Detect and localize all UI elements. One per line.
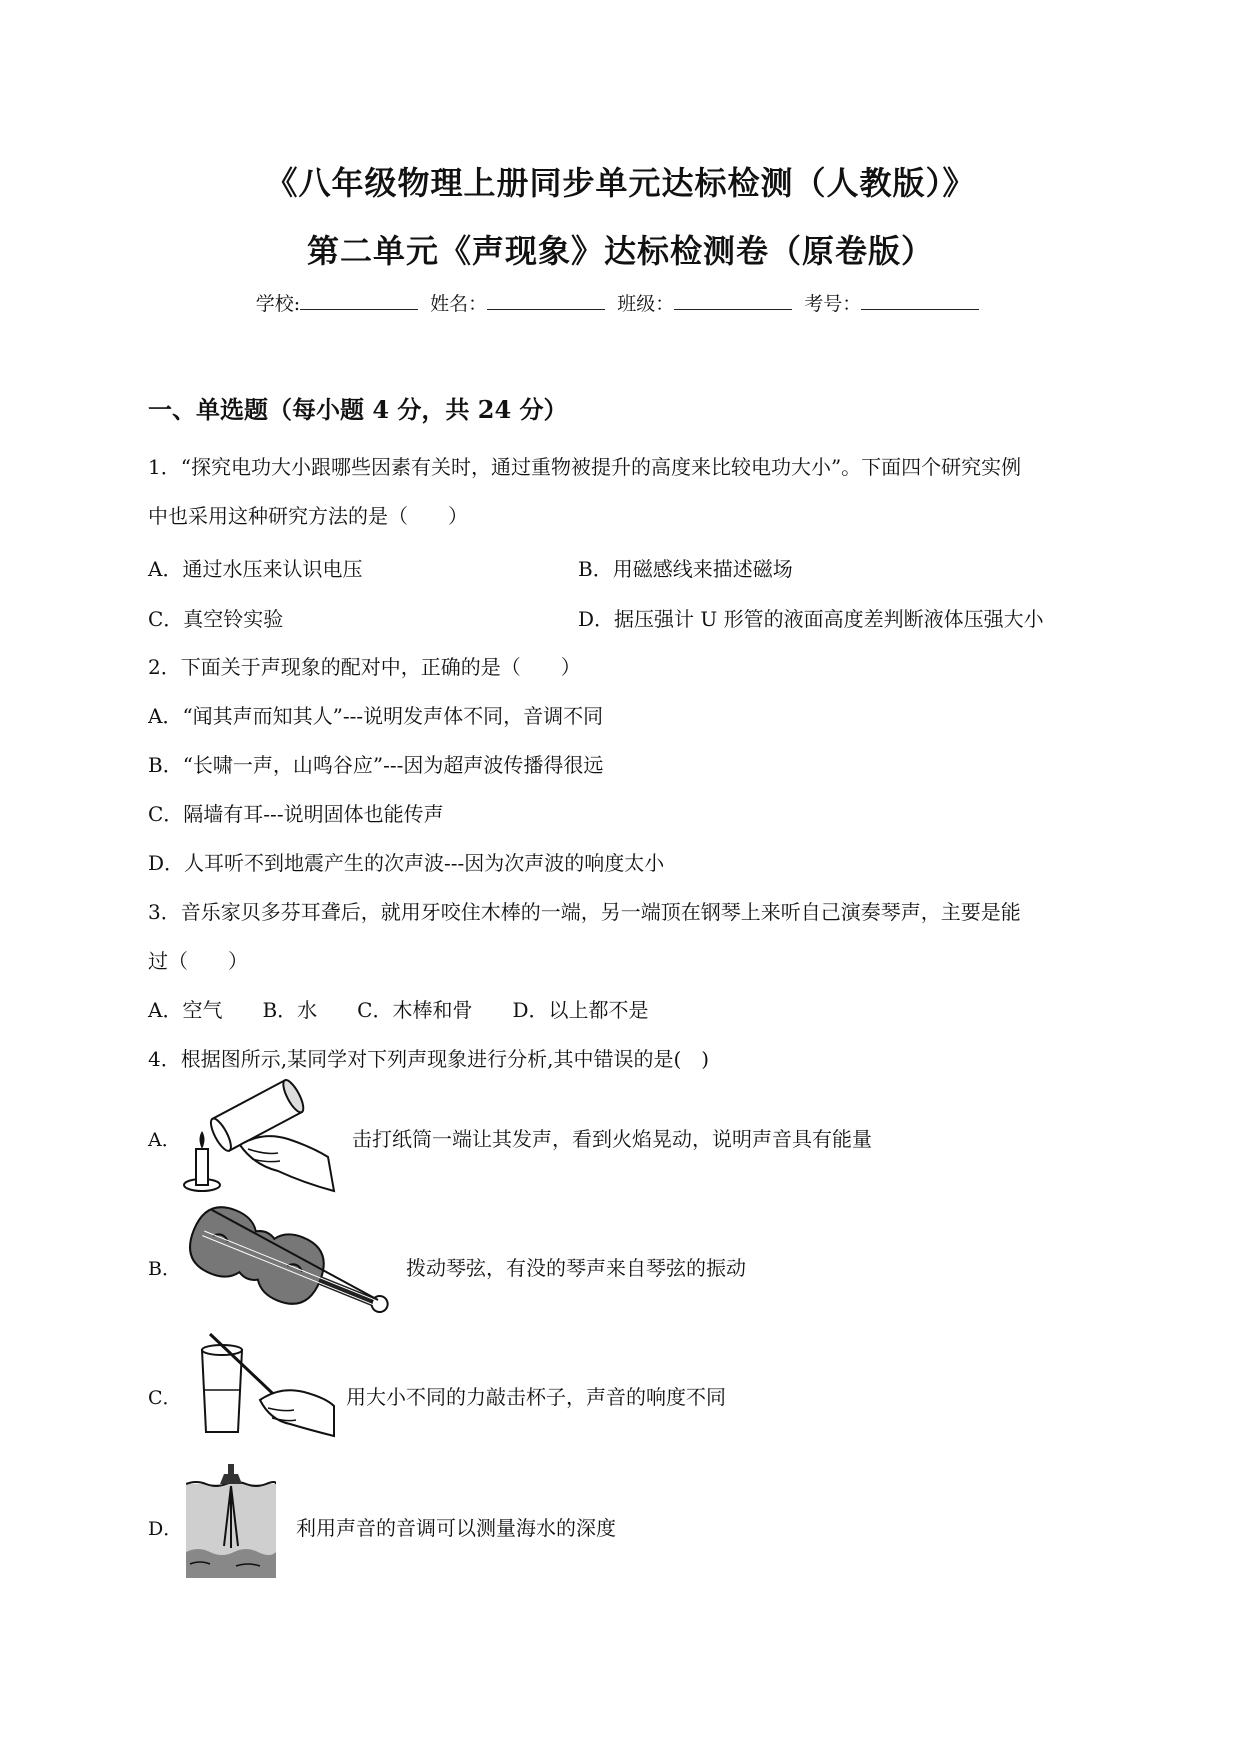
name-label: 姓名： — [430, 293, 488, 315]
q4-option-c-label: C． — [148, 1387, 182, 1409]
cup-illustration — [190, 1330, 340, 1442]
exam-number-blank[interactable] — [861, 291, 979, 310]
q2-option-d: D．人耳听不到地震产生的次声波---因为次声波的响度太小 — [148, 851, 665, 875]
q2-option-b: B．“长啸一声，山鸣谷应”---因为超声波传播得很远 — [148, 753, 604, 777]
q3-stem-line2: 过（ ） — [148, 949, 248, 973]
q4-option-a-label: A． — [148, 1129, 181, 1151]
school-label: 学校: — [255, 293, 301, 315]
violin-illustration — [178, 1200, 398, 1330]
q1-option-d: D．据压强计 U 形管的液面高度差判断液体压强大小 — [578, 607, 1044, 631]
q4-option-b-label: B． — [148, 1258, 181, 1280]
class-label: 班级： — [617, 293, 675, 315]
candle-tube-illustration — [178, 1075, 338, 1200]
q2-option-c: C．隔墙有耳---说明固体也能传声 — [148, 802, 444, 826]
q4-option-d-text: 利用声音的音调可以测量海水的深度 — [296, 1516, 616, 1540]
sonar-ship-illustration — [186, 1460, 276, 1578]
class-blank[interactable] — [674, 291, 792, 310]
q4-option-b-text: 拨动琴弦，有没的琴声来自琴弦的振动 — [406, 1256, 746, 1280]
student-info-line — [0, 289, 1241, 316]
q4-option-d-label: D． — [148, 1518, 183, 1540]
q4-stem: 4．根据图所示,某同学对下列声现象进行分析,其中错误的是( ) — [148, 1047, 710, 1071]
exam-number-label: 考号： — [804, 293, 862, 315]
school-blank[interactable] — [300, 291, 418, 310]
q1-option-c: C．真空铃实验 — [148, 607, 284, 631]
q4-option-a-text: 击打纸筒一端让其发声，看到火焰晃动，说明声音具有能量 — [352, 1127, 872, 1151]
q3-stem-line1: 3．音乐家贝多芬耳聋后，就用牙咬住木棒的一端，另一端顶在钢琴上来听自己演奏琴声，主要是能 — [148, 900, 1021, 924]
name-blank[interactable] — [487, 291, 605, 310]
q1-option-a: A．通过水压来认识电压 — [148, 557, 363, 581]
q1-option-b: B．用磁感线来描述磁场 — [578, 557, 793, 581]
q1-stem-line2: 中也采用这种研究方法的是（ ） — [148, 504, 468, 528]
q2-stem: 2．下面关于声现象的配对中，正确的是（ ） — [148, 655, 581, 679]
exam-title: 第二单元《声现象》达标检测卷（原卷版） — [306, 232, 934, 270]
q3-options: A．空气 B．水 C．木棒和骨 D．以上都不是 — [148, 998, 649, 1022]
exam-series-title: 《八年级物理上册同步单元达标检测（人教版）》 — [265, 164, 976, 202]
section-heading: 一、单选题（每小题 4 分，共 24 分） — [148, 395, 568, 424]
q4-option-c-text: 用大小不同的力敲击杯子，声音的响度不同 — [346, 1385, 726, 1409]
q1-stem-line1: 1．“探究电功大小跟哪些因素有关时，通过重物被提升的高度来比较电功大小”。下面四个研究实例 — [148, 455, 1022, 479]
q2-option-a: A．“闻其声而知其人”---说明发声体不同，音调不同 — [148, 704, 604, 728]
